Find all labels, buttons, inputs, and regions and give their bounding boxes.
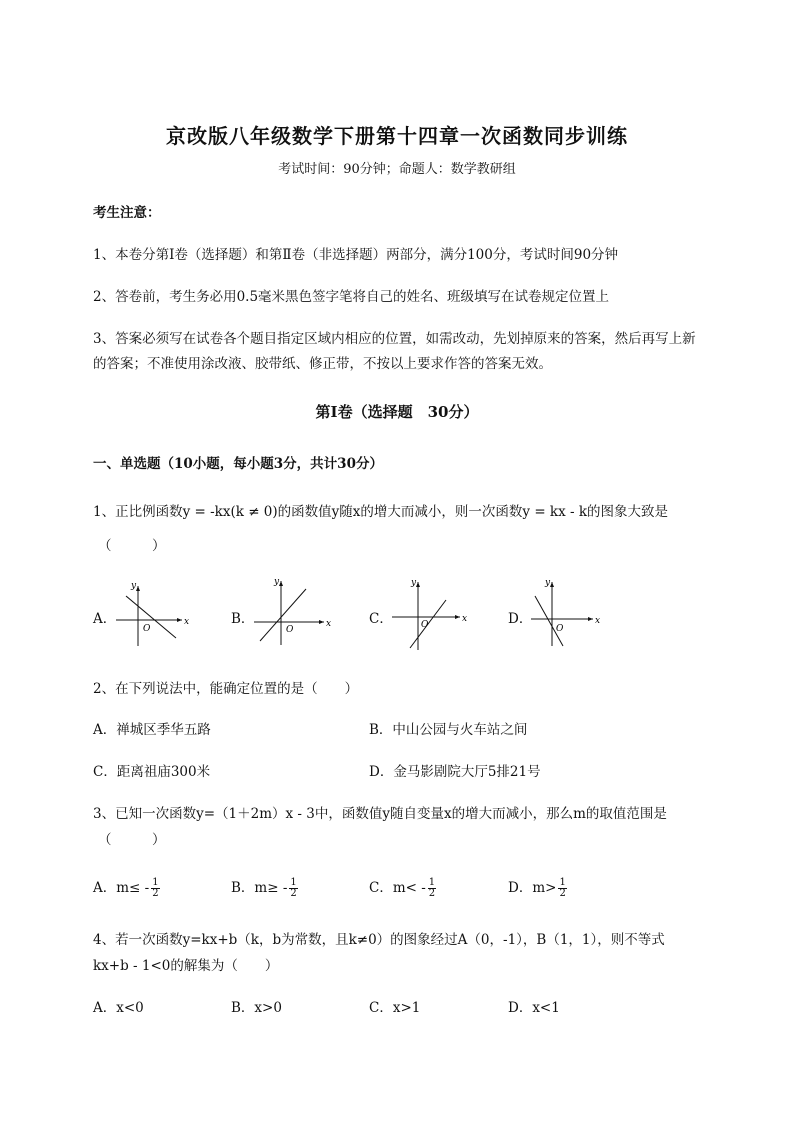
q1-option-c-label: C． [369,611,393,627]
x-axis-arrow [319,620,324,624]
origin-label: O [286,625,294,635]
notice-item: 2、答卷前，考生务必用0.5毫米黑色签字笔将自己的姓名、班级填写在试卷规定位置上 [93,289,610,305]
question-4-text-continued: kx+b - 1<0的解集为（ ） [93,958,279,974]
q4-option-d: D．x<1 [508,1000,560,1016]
q4-option-a: A．x<0 [93,1000,144,1016]
y-axis-arrow [416,582,420,587]
function-line [535,596,563,646]
q1-option-d-label: D． [508,611,533,627]
q2-option-b: B．中山公园与火车站之间 [369,722,528,738]
function-line [126,596,176,638]
fraction-numerator: 1 [428,877,436,888]
part-heading: 一、单选题（10小题，每小题3分，共计30分） [93,456,383,472]
origin-label: O [143,624,151,634]
question-3-text: 3、已知一次函数y=（1＋2m）x - 3中，函数值y随自变量x的增大而减小，那么m的取值范围是 [93,806,667,822]
q2-option-d: D．金马影剧院大厅5排21号 [369,764,541,780]
q3-option-a-label: A．m≤ - [93,880,150,896]
q4-option-b: B．x>0 [231,1000,282,1016]
origin-label: O [421,620,429,630]
fraction-denominator: 2 [152,888,159,899]
fraction [151,878,159,899]
x-axis-label: x [462,614,468,624]
y-axis-label: y [131,581,137,591]
x-axis-label: x [326,619,332,629]
q3-option-a [93,876,160,899]
origin-label: O [556,624,564,634]
x-axis-label: x [184,617,190,627]
fraction [289,878,297,899]
question-2-text: 2、在下列说法中，能确定位置的是（ ） [93,681,359,697]
q3-option-b-label: B．m≥ - [231,880,288,896]
y-axis-label: y [274,577,280,587]
q1-option-a-graph [112,578,192,648]
fraction-denominator: 2 [290,888,297,899]
q1-option-a-label: A． [93,611,117,627]
x-axis-arrow [177,618,182,622]
section-title: 第I卷（选择题 30分） [315,403,479,421]
x-axis-label: x [595,616,601,626]
q3-option-c [369,876,436,899]
q2-option-a: A．禅城区季华五路 [93,722,211,738]
q3-option-d-label: D．m> [508,880,557,896]
notice-item: 的答案；不准使用涂改液、胶带纸、修正带，不按以上要求作答的答案无效。 [93,356,552,372]
page-subtitle: 考试时间：90分钟；命题人：数学教研组 [278,162,516,177]
q4-option-c: C．x>1 [369,1000,421,1016]
fraction-numerator: 1 [152,877,159,888]
question-1-blank: （ ） [98,538,166,554]
x-axis-arrow [455,615,460,619]
notice-heading: 考生注意： [93,205,161,221]
q3-option-d [508,876,567,899]
fraction-denominator: 2 [428,888,436,899]
x-axis-arrow [588,617,593,621]
q2-option-c: C．距离祖庙300米 [93,764,211,780]
question-3-blank: （ ） [98,832,166,848]
q1-option-d-graph [527,576,603,648]
question-4-text: 4、若一次函数y=kx+b（k，b为常数，且k≠0）的图象经过A（0，-1），B（1，1），则不等式 [93,932,665,948]
fraction-numerator: 1 [559,877,566,888]
question-1-text: 1、正比例函数y = -kx(k ≠ 0)的函数值y随x的增大而减小，则一次函数y = kx - k的图象大致是 [93,504,669,520]
q1-option-b-label: B． [231,611,255,627]
y-axis-arrow [550,582,554,587]
y-axis-label: y [545,578,551,588]
y-axis-arrow [136,586,140,591]
fraction [428,878,436,899]
y-axis-label: y [411,578,417,588]
function-line [260,589,306,641]
fraction [558,878,566,899]
q1-option-b-graph [250,575,334,647]
fraction-denominator: 2 [559,888,566,899]
q1-option-c-graph [388,576,468,652]
q3-option-c-label: C．m< - [369,880,426,896]
y-axis-arrow [279,581,283,586]
notice-item: 1、本卷分第I卷（选择题）和第Ⅱ卷（非选择题）两部分，满分100分，考试时间90分钟 [93,247,619,263]
page-title: 京改版八年级数学下册第十四章一次函数同步训练 [166,124,628,148]
fraction-numerator: 1 [290,877,297,888]
q3-option-b [231,876,298,899]
notice-item: 3、答案必须写在试卷各个题目指定区域内相应的位置，如需改动，先划掉原来的答案，然后再写上新 [93,331,696,347]
